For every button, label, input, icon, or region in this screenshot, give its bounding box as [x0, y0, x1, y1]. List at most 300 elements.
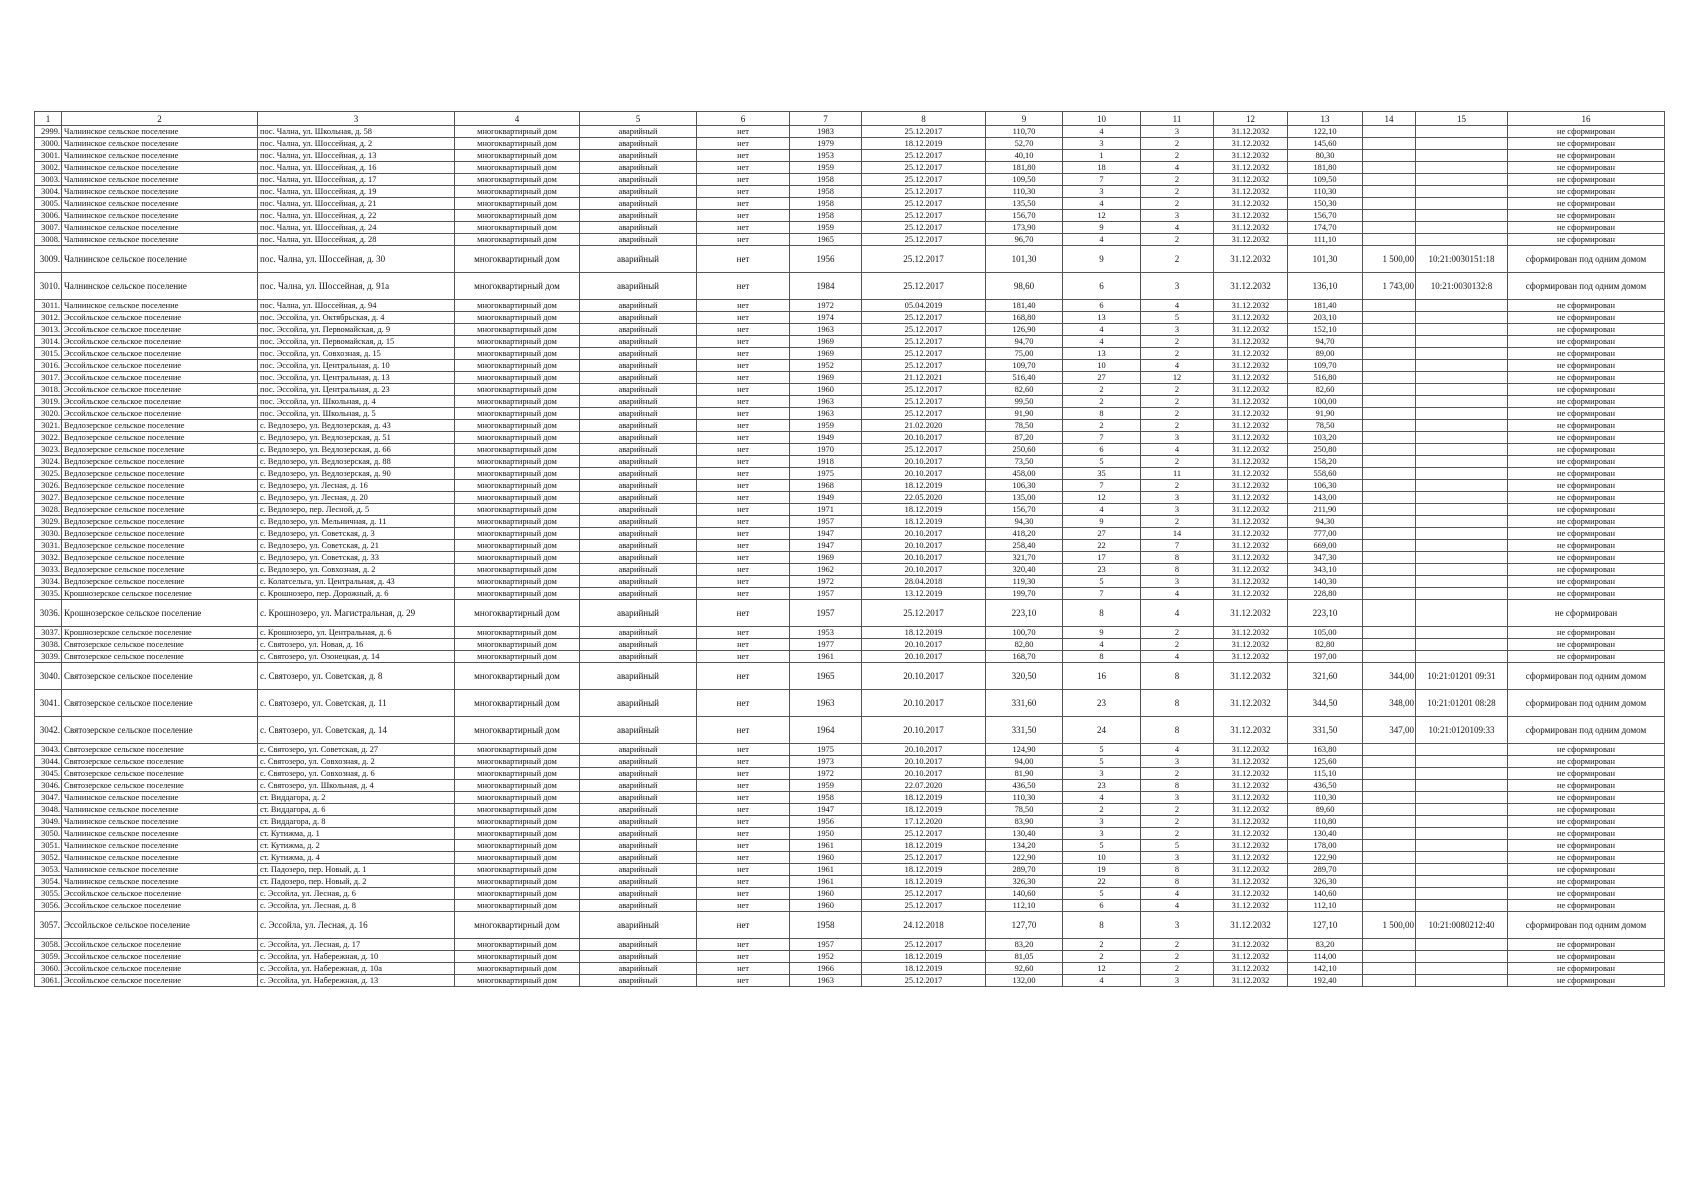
- cell-inclusion: нет: [697, 300, 790, 312]
- table-row: [35, 273, 1665, 300]
- cell-cadastral-number: [1416, 600, 1508, 627]
- table-row: [35, 420, 1665, 432]
- cell-inclusion: нет: [697, 576, 790, 588]
- cell-house-type: многоквартирный дом: [455, 975, 580, 987]
- cell-plot-area: [1363, 174, 1416, 186]
- cell-residents: 18: [1063, 162, 1141, 174]
- cell-residents: 24: [1063, 717, 1141, 744]
- cell-inclusion: нет: [697, 324, 790, 336]
- cell-year: 1963: [790, 408, 862, 420]
- cell-num: 3030.: [35, 528, 62, 540]
- cell-flats: 4: [1141, 600, 1214, 627]
- cell-residents: 8: [1063, 408, 1141, 420]
- cell-address: ст. Падозеро, пер. Новый, д. 2: [258, 876, 455, 888]
- cell-flats: 2: [1141, 174, 1214, 186]
- cell-flats: 3: [1141, 492, 1214, 504]
- cell-recognition-date: 25.12.2017: [862, 939, 986, 951]
- cell-residents: 22: [1063, 876, 1141, 888]
- cell-resettlement-date: 31.12.2032: [1214, 816, 1288, 828]
- cell-house-type: многоквартирный дом: [455, 600, 580, 627]
- cell-cadastral-number: [1416, 792, 1508, 804]
- cell-plot-status: не сформирован: [1508, 900, 1665, 912]
- cell-area: 75,00: [986, 348, 1063, 360]
- cell-cadastral-number: [1416, 756, 1508, 768]
- cell-plot-area: [1363, 336, 1416, 348]
- table-row: [35, 150, 1665, 162]
- cell-plot-status: не сформирован: [1508, 528, 1665, 540]
- cell-settlement: Эссойльское сельское поселение: [62, 888, 258, 900]
- cell-area: 101,30: [986, 246, 1063, 273]
- cell-house-type: многоквартирный дом: [455, 663, 580, 690]
- cell-inclusion: нет: [697, 780, 790, 792]
- cell-residents: 27: [1063, 528, 1141, 540]
- cell-num: 3040.: [35, 663, 62, 690]
- cell-settlement: Святозерское сельское поселение: [62, 651, 258, 663]
- cell-condition: аварийный: [580, 372, 697, 384]
- cell-address: с. Эссойла, ул. Набережная, д. 13: [258, 975, 455, 987]
- cell-total-area: 152,10: [1288, 324, 1363, 336]
- cell-area: 83,90: [986, 816, 1063, 828]
- cell-condition: аварийный: [580, 210, 697, 222]
- cell-inclusion: нет: [697, 420, 790, 432]
- cell-cadastral-number: [1416, 492, 1508, 504]
- cell-recognition-date: 18.12.2019: [862, 516, 986, 528]
- cell-plot-status: не сформирован: [1508, 651, 1665, 663]
- cell-condition: аварийный: [580, 336, 697, 348]
- cell-address: с. Крошнозеро, ул. Центральная, д. 6: [258, 627, 455, 639]
- table-row: [35, 126, 1665, 138]
- cell-residents: 3: [1063, 138, 1141, 150]
- cell-settlement: Чалнинское сельское поселение: [62, 828, 258, 840]
- cell-settlement: Эссойльское сельское поселение: [62, 939, 258, 951]
- cell-house-type: многоквартирный дом: [455, 300, 580, 312]
- cell-condition: аварийный: [580, 492, 697, 504]
- cell-plot-status: не сформирован: [1508, 348, 1665, 360]
- cell-num: 3012.: [35, 312, 62, 324]
- cell-cadastral-number: [1416, 528, 1508, 540]
- cell-plot-area: [1363, 492, 1416, 504]
- cell-settlement: Эссойльское сельское поселение: [62, 384, 258, 396]
- cell-address: пос. Чална, ул. Шоссейная, д. 19: [258, 186, 455, 198]
- cell-flats: 2: [1141, 516, 1214, 528]
- cell-settlement: Ведлозерское сельское поселение: [62, 528, 258, 540]
- cell-resettlement-date: 31.12.2032: [1214, 336, 1288, 348]
- table-row: [35, 396, 1665, 408]
- cell-settlement: Ведлозерское сельское поселение: [62, 492, 258, 504]
- cell-area: 100,70: [986, 627, 1063, 639]
- cell-cadastral-number: [1416, 564, 1508, 576]
- table-row: [35, 852, 1665, 864]
- table-row: [35, 951, 1665, 963]
- cell-resettlement-date: 31.12.2032: [1214, 162, 1288, 174]
- cell-area: 81,90: [986, 768, 1063, 780]
- cell-area: 320,40: [986, 564, 1063, 576]
- cell-house-type: многоквартирный дом: [455, 186, 580, 198]
- cell-resettlement-date: 31.12.2032: [1214, 963, 1288, 975]
- cell-flats: 4: [1141, 222, 1214, 234]
- cell-year: 1953: [790, 150, 862, 162]
- cell-address: с. Эссойла, ул. Лесная, д. 16: [258, 912, 455, 939]
- cell-address: с. Ведлозеро, ул. Мельничная, д. 11: [258, 516, 455, 528]
- cell-settlement: Святозерское сельское поселение: [62, 639, 258, 651]
- cell-residents: 7: [1063, 432, 1141, 444]
- cell-inclusion: нет: [697, 840, 790, 852]
- cell-condition: аварийный: [580, 900, 697, 912]
- column-header-num: 1: [35, 112, 62, 126]
- cell-house-type: многоквартирный дом: [455, 816, 580, 828]
- cell-plot-area: [1363, 828, 1416, 840]
- cell-year: 1959: [790, 420, 862, 432]
- cell-settlement: Чалнинское сельское поселение: [62, 246, 258, 273]
- cell-total-area: 211,90: [1288, 504, 1363, 516]
- cell-flats: 2: [1141, 198, 1214, 210]
- cell-residents: 27: [1063, 372, 1141, 384]
- cell-settlement: Чалнинское сельское поселение: [62, 234, 258, 246]
- cell-condition: аварийный: [580, 444, 697, 456]
- cell-num: 3007.: [35, 222, 62, 234]
- cell-address: с. Ведлозеро, ул. Ведлозерская, д. 66: [258, 444, 455, 456]
- cell-num: 3055.: [35, 888, 62, 900]
- cell-settlement: Эссойльское сельское поселение: [62, 975, 258, 987]
- cell-resettlement-date: 31.12.2032: [1214, 690, 1288, 717]
- cell-house-type: многоквартирный дом: [455, 540, 580, 552]
- cell-num: 3051.: [35, 840, 62, 852]
- cell-house-type: многоквартирный дом: [455, 627, 580, 639]
- cell-year: 1973: [790, 756, 862, 768]
- cell-num: 3057.: [35, 912, 62, 939]
- cell-condition: аварийный: [580, 468, 697, 480]
- cell-cadastral-number: [1416, 516, 1508, 528]
- cell-total-area: 140,30: [1288, 576, 1363, 588]
- cell-num: 3041.: [35, 690, 62, 717]
- cell-area: 94,70: [986, 336, 1063, 348]
- cell-year: 1958: [790, 210, 862, 222]
- cell-plot-status: не сформирован: [1508, 576, 1665, 588]
- cell-residents: 12: [1063, 492, 1141, 504]
- cell-cadastral-number: [1416, 360, 1508, 372]
- table-row: [35, 864, 1665, 876]
- cell-address: пос. Чална, ул. Шоссейная, д. 28: [258, 234, 455, 246]
- cell-plot-status: не сформирован: [1508, 138, 1665, 150]
- cell-residents: 10: [1063, 852, 1141, 864]
- cell-area: 99,50: [986, 396, 1063, 408]
- cell-plot-area: 344,00: [1363, 663, 1416, 690]
- cell-year: 1953: [790, 627, 862, 639]
- cell-resettlement-date: 31.12.2032: [1214, 348, 1288, 360]
- cell-num: 3060.: [35, 963, 62, 975]
- cell-inclusion: нет: [697, 516, 790, 528]
- cell-year: 1969: [790, 336, 862, 348]
- cell-inclusion: нет: [697, 852, 790, 864]
- cell-plot-area: [1363, 864, 1416, 876]
- cell-num: 3045.: [35, 768, 62, 780]
- cell-flats: 3: [1141, 912, 1214, 939]
- cell-address: пос. Эссойла, ул. Школьная, д. 4: [258, 396, 455, 408]
- cell-cadastral-number: [1416, 174, 1508, 186]
- cell-plot-area: [1363, 651, 1416, 663]
- cell-num: 3015.: [35, 348, 62, 360]
- cell-resettlement-date: 31.12.2032: [1214, 804, 1288, 816]
- cell-residents: 2: [1063, 396, 1141, 408]
- cell-year: 1958: [790, 792, 862, 804]
- cell-plot-status: не сформирован: [1508, 780, 1665, 792]
- cell-residents: 13: [1063, 312, 1141, 324]
- cell-condition: аварийный: [580, 300, 697, 312]
- cell-area: 331,50: [986, 717, 1063, 744]
- cell-plot-area: [1363, 756, 1416, 768]
- cell-inclusion: нет: [697, 828, 790, 840]
- cell-plot-status: не сформирован: [1508, 174, 1665, 186]
- cell-year: 1964: [790, 717, 862, 744]
- cell-resettlement-date: 31.12.2032: [1214, 888, 1288, 900]
- cell-house-type: многоквартирный дом: [455, 222, 580, 234]
- cell-settlement: Чалнинское сельское поселение: [62, 876, 258, 888]
- cell-plot-area: [1363, 234, 1416, 246]
- cell-num: 3034.: [35, 576, 62, 588]
- column-header-residents: 10: [1063, 112, 1141, 126]
- cell-address: ст. Виддагора, д. 8: [258, 816, 455, 828]
- cell-house-type: многоквартирный дом: [455, 876, 580, 888]
- cell-flats: 7: [1141, 540, 1214, 552]
- cell-year: 1984: [790, 273, 862, 300]
- cell-condition: аварийный: [580, 939, 697, 951]
- cell-plot-status: не сформирован: [1508, 639, 1665, 651]
- cell-resettlement-date: 31.12.2032: [1214, 951, 1288, 963]
- cell-num: 3022.: [35, 432, 62, 444]
- cell-cadastral-number: [1416, 210, 1508, 222]
- cell-area: 331,60: [986, 690, 1063, 717]
- cell-address: с. Святозеро, ул. Советская, д. 14: [258, 717, 455, 744]
- cell-address: с. Ведлозеро, ул. Ведлозерская, д. 43: [258, 420, 455, 432]
- cell-flats: 3: [1141, 504, 1214, 516]
- cell-year: 1947: [790, 804, 862, 816]
- cell-settlement: Чалнинское сельское поселение: [62, 174, 258, 186]
- cell-plot-status: не сформирован: [1508, 504, 1665, 516]
- cell-plot-status: не сформирован: [1508, 300, 1665, 312]
- cell-area: 181,40: [986, 300, 1063, 312]
- cell-plot-area: 1 500,00: [1363, 246, 1416, 273]
- cell-condition: аварийный: [580, 246, 697, 273]
- cell-address: с. Эссойла, ул. Лесная, д. 8: [258, 900, 455, 912]
- cell-total-area: 289,70: [1288, 864, 1363, 876]
- cell-residents: 3: [1063, 186, 1141, 198]
- cell-resettlement-date: 31.12.2032: [1214, 186, 1288, 198]
- cell-house-type: многоквартирный дом: [455, 963, 580, 975]
- cell-year: 1949: [790, 432, 862, 444]
- cell-cadastral-number: [1416, 186, 1508, 198]
- cell-plot-status: не сформирован: [1508, 126, 1665, 138]
- cell-area: 132,00: [986, 975, 1063, 987]
- cell-plot-status: не сформирован: [1508, 840, 1665, 852]
- cell-resettlement-date: 31.12.2032: [1214, 222, 1288, 234]
- cell-recognition-date: 18.12.2019: [862, 804, 986, 816]
- cell-plot-area: [1363, 396, 1416, 408]
- cell-residents: 5: [1063, 456, 1141, 468]
- cell-area: 40,10: [986, 150, 1063, 162]
- cell-inclusion: нет: [697, 408, 790, 420]
- cell-cadastral-number: 10:21:01201 08:28: [1416, 690, 1508, 717]
- cell-resettlement-date: 31.12.2032: [1214, 768, 1288, 780]
- cell-plot-area: [1363, 900, 1416, 912]
- cell-cadastral-number: [1416, 312, 1508, 324]
- table-row: [35, 336, 1665, 348]
- cell-residents: 1: [1063, 150, 1141, 162]
- cell-recognition-date: 18.12.2019: [862, 963, 986, 975]
- cell-house-type: многоквартирный дом: [455, 717, 580, 744]
- cell-residents: 3: [1063, 816, 1141, 828]
- cell-address: пос. Чална, ул. Шоссейная, д. 2: [258, 138, 455, 150]
- column-header-address: 3: [258, 112, 455, 126]
- cell-inclusion: нет: [697, 336, 790, 348]
- cell-residents: 16: [1063, 663, 1141, 690]
- cell-cadastral-number: [1416, 540, 1508, 552]
- cell-residents: 8: [1063, 600, 1141, 627]
- cell-num: 3049.: [35, 816, 62, 828]
- cell-num: 3058.: [35, 939, 62, 951]
- cell-plot-area: 1 500,00: [1363, 912, 1416, 939]
- cell-plot-status: не сформирован: [1508, 828, 1665, 840]
- cell-address: пос. Эссойла, ул. Центральная, д. 23: [258, 384, 455, 396]
- cell-flats: 3: [1141, 126, 1214, 138]
- cell-plot-area: [1363, 888, 1416, 900]
- cell-house-type: многоквартирный дом: [455, 840, 580, 852]
- cell-plot-status: не сформирован: [1508, 540, 1665, 552]
- cell-inclusion: нет: [697, 234, 790, 246]
- cell-plot-status: не сформирован: [1508, 564, 1665, 576]
- cell-plot-area: [1363, 528, 1416, 540]
- cell-settlement: Чалнинское сельское поселение: [62, 852, 258, 864]
- cell-settlement: Эссойльское сельское поселение: [62, 408, 258, 420]
- cell-year: 1972: [790, 768, 862, 780]
- table-row: [35, 792, 1665, 804]
- cell-house-type: многоквартирный дом: [455, 504, 580, 516]
- cell-flats: 2: [1141, 336, 1214, 348]
- cell-plot-status: не сформирован: [1508, 234, 1665, 246]
- cell-num: 3013.: [35, 324, 62, 336]
- cell-area: 91,90: [986, 408, 1063, 420]
- cell-recognition-date: 25.12.2017: [862, 234, 986, 246]
- cell-num: 3042.: [35, 717, 62, 744]
- cell-condition: аварийный: [580, 174, 697, 186]
- cell-cadastral-number: 10:21:0030151:18: [1416, 246, 1508, 273]
- cell-recognition-date: 18.12.2019: [862, 864, 986, 876]
- cell-settlement: Ведлозерское сельское поселение: [62, 564, 258, 576]
- cell-house-type: многоквартирный дом: [455, 516, 580, 528]
- cell-num: 3038.: [35, 639, 62, 651]
- cell-cadastral-number: [1416, 828, 1508, 840]
- cell-condition: аварийный: [580, 768, 697, 780]
- cell-year: 1965: [790, 663, 862, 690]
- cell-resettlement-date: 31.12.2032: [1214, 504, 1288, 516]
- cell-plot-area: [1363, 186, 1416, 198]
- cell-cadastral-number: [1416, 300, 1508, 312]
- cell-plot-status: не сформирован: [1508, 600, 1665, 627]
- cell-condition: аварийный: [580, 627, 697, 639]
- cell-residents: 4: [1063, 198, 1141, 210]
- cell-num: 3006.: [35, 210, 62, 222]
- cell-year: 1969: [790, 348, 862, 360]
- cell-settlement: Святозерское сельское поселение: [62, 663, 258, 690]
- cell-residents: 2: [1063, 951, 1141, 963]
- cell-address: с. Ведлозеро, ул. Лесная, д. 20: [258, 492, 455, 504]
- cell-settlement: Святозерское сельское поселение: [62, 744, 258, 756]
- cell-recognition-date: 25.12.2017: [862, 198, 986, 210]
- cell-num: 3003.: [35, 174, 62, 186]
- cell-total-area: 125,60: [1288, 756, 1363, 768]
- cell-recognition-date: 25.12.2017: [862, 174, 986, 186]
- cell-resettlement-date: 31.12.2032: [1214, 396, 1288, 408]
- cell-resettlement-date: 31.12.2032: [1214, 840, 1288, 852]
- cell-area: 436,50: [986, 780, 1063, 792]
- cell-area: 156,70: [986, 210, 1063, 222]
- cell-inclusion: нет: [697, 150, 790, 162]
- cell-flats: 3: [1141, 210, 1214, 222]
- cell-flats: 2: [1141, 627, 1214, 639]
- cell-year: 1974: [790, 312, 862, 324]
- cell-num: 3028.: [35, 504, 62, 516]
- cell-inclusion: нет: [697, 162, 790, 174]
- cell-total-area: 331,50: [1288, 717, 1363, 744]
- cell-house-type: многоквартирный дом: [455, 273, 580, 300]
- cell-house-type: многоквартирный дом: [455, 396, 580, 408]
- cell-resettlement-date: 31.12.2032: [1214, 246, 1288, 273]
- cell-house-type: многоквартирный дом: [455, 888, 580, 900]
- cell-recognition-date: 20.10.2017: [862, 564, 986, 576]
- cell-plot-area: [1363, 360, 1416, 372]
- cell-plot-status: не сформирован: [1508, 756, 1665, 768]
- cell-house-type: многоквартирный дом: [455, 690, 580, 717]
- cell-cadastral-number: [1416, 444, 1508, 456]
- cell-plot-area: 348,00: [1363, 690, 1416, 717]
- cell-cadastral-number: [1416, 222, 1508, 234]
- cell-resettlement-date: 31.12.2032: [1214, 516, 1288, 528]
- cell-total-area: 100,00: [1288, 396, 1363, 408]
- cell-inclusion: нет: [697, 384, 790, 396]
- cell-address: ст. Виддагора, д. 2: [258, 792, 455, 804]
- cell-condition: аварийный: [580, 876, 697, 888]
- cell-area: 109,70: [986, 360, 1063, 372]
- cell-plot-status: не сформирован: [1508, 432, 1665, 444]
- cell-year: 1947: [790, 528, 862, 540]
- cell-plot-area: [1363, 963, 1416, 975]
- cell-flats: 2: [1141, 963, 1214, 975]
- column-header-settlement: 2: [62, 112, 258, 126]
- cell-recognition-date: 20.10.2017: [862, 651, 986, 663]
- cell-settlement: Ведлозерское сельское поселение: [62, 480, 258, 492]
- cell-recognition-date: 25.12.2017: [862, 828, 986, 840]
- cell-address: пос. Чална, ул. Шоссейная, д. 91а: [258, 273, 455, 300]
- cell-residents: 6: [1063, 900, 1141, 912]
- cell-plot-status: не сформирован: [1508, 384, 1665, 396]
- cell-total-area: 136,10: [1288, 273, 1363, 300]
- cell-num: 3033.: [35, 564, 62, 576]
- cell-recognition-date: 18.12.2019: [862, 951, 986, 963]
- cell-num: 3059.: [35, 951, 62, 963]
- cell-resettlement-date: 31.12.2032: [1214, 456, 1288, 468]
- cell-total-area: 140,60: [1288, 888, 1363, 900]
- cell-plot-status: не сформирован: [1508, 420, 1665, 432]
- cell-residents: 7: [1063, 588, 1141, 600]
- cell-num: 3036.: [35, 600, 62, 627]
- cell-house-type: многоквартирный дом: [455, 456, 580, 468]
- table-row: [35, 564, 1665, 576]
- cell-plot-area: [1363, 951, 1416, 963]
- cell-condition: аварийный: [580, 234, 697, 246]
- cell-total-area: 106,30: [1288, 480, 1363, 492]
- cell-area: 122,90: [986, 852, 1063, 864]
- cell-num: 3047.: [35, 792, 62, 804]
- table-row: [35, 480, 1665, 492]
